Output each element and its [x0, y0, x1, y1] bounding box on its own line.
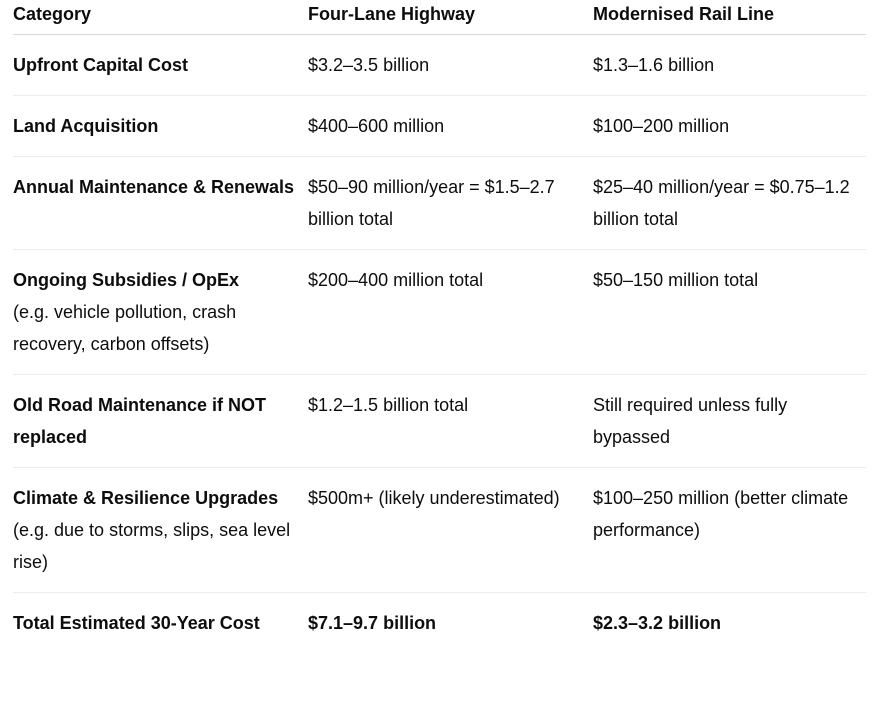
- category-note: (e.g. vehicle pollution, crash recovery, carbon offsets): [13, 302, 237, 354]
- rail-cell: [593, 35, 866, 96]
- category-cell: [13, 96, 308, 157]
- highway-value: $50–90 million/year = $1.5–2.7 billion total: [308, 177, 555, 229]
- highway-cell: [308, 468, 593, 593]
- category-label: Ongoing Subsidies / OpEx: [13, 270, 240, 290]
- rail-cell: [593, 375, 866, 468]
- cost-comparison-table-wrapper: [13, 0, 866, 653]
- category-note: (e.g. due to storms, slips, sea level rise): [13, 520, 291, 572]
- rail-cell: [593, 250, 866, 375]
- category-label: Climate & Resilience Upgrades: [13, 488, 279, 508]
- rail-cell: [593, 96, 866, 157]
- highway-total-value: $7.1–9.7 billion: [308, 613, 437, 633]
- table-row: [13, 250, 866, 375]
- rail-value: $50–150 million total: [593, 270, 759, 290]
- category-cell: [13, 35, 308, 96]
- table-row: [13, 468, 866, 593]
- category-cell: [13, 157, 308, 250]
- total-row: [13, 593, 866, 654]
- table-header: [13, 0, 866, 35]
- rail-value: $100–200 million: [593, 116, 730, 136]
- highway-cell: [308, 96, 593, 157]
- category-cell: [13, 468, 308, 593]
- rail-cell: [593, 157, 866, 250]
- category-cell: [13, 375, 308, 468]
- highway-cell: [308, 593, 593, 654]
- rail-cell: [593, 468, 866, 593]
- header-rail: [593, 0, 866, 35]
- category-label: Old Road Maintenance if NOT replaced: [13, 395, 267, 447]
- table-row: [13, 96, 866, 157]
- header-category: [13, 0, 308, 35]
- highway-cell: [308, 35, 593, 96]
- highway-value: $400–600 million: [308, 116, 445, 136]
- table-body: [13, 35, 866, 654]
- table-row: [13, 375, 866, 468]
- rail-value: $1.3–1.6 billion: [593, 55, 715, 75]
- header-highway: [308, 0, 593, 35]
- highway-cell: [308, 375, 593, 468]
- rail-total-value: $2.3–3.2 billion: [593, 613, 722, 633]
- rail-value: Still required unless fully bypassed: [593, 395, 788, 447]
- category-label: Upfront Capital Cost: [13, 55, 188, 75]
- highway-cell: [308, 250, 593, 375]
- total-label: Total Estimated 30-Year Cost: [13, 613, 260, 633]
- highway-value: $3.2–3.5 billion: [308, 55, 430, 75]
- rail-value: $25–40 million/year = $0.75–1.2 billion total: [593, 177, 850, 229]
- highway-value: $500m+ (likely underestimated): [308, 488, 560, 508]
- table-row: [13, 157, 866, 250]
- highway-cell: [308, 157, 593, 250]
- highway-value: $200–400 million total: [308, 270, 484, 290]
- header-category-label: Category: [13, 4, 92, 24]
- header-row: [13, 0, 866, 35]
- highway-value: $1.2–1.5 billion total: [308, 395, 469, 415]
- category-cell: [13, 250, 308, 375]
- cost-comparison-table: [13, 0, 866, 653]
- header-rail-label: Modernised Rail Line: [593, 4, 775, 24]
- rail-value: $100–250 million (better climate performance): [593, 488, 849, 540]
- category-label: Land Acquisition: [13, 116, 159, 136]
- rail-cell: [593, 593, 866, 654]
- category-label: Annual Maintenance & Renewals: [13, 177, 295, 197]
- header-highway-label: Four-Lane Highway: [308, 4, 476, 24]
- category-cell: [13, 593, 308, 654]
- table-row: [13, 35, 866, 96]
